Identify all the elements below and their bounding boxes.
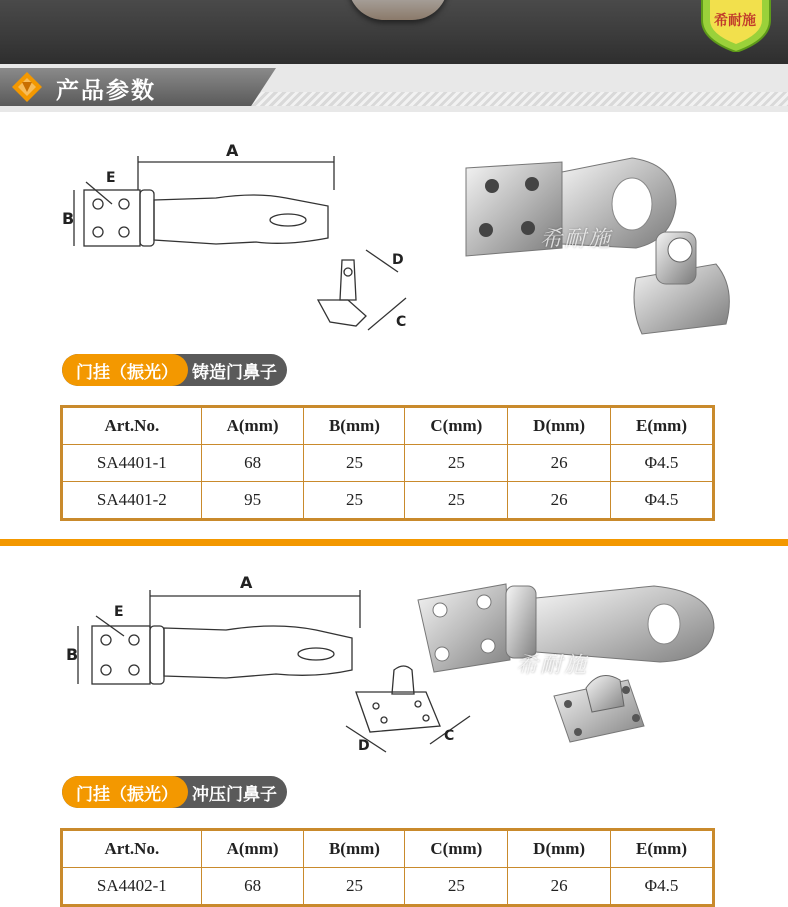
banner-product-image: [348, 0, 448, 20]
dim-label-c: C: [444, 728, 455, 744]
header-cell: B(mm): [304, 830, 405, 868]
dim-label-c: C: [396, 314, 407, 330]
cell-b: 25: [304, 868, 405, 906]
cell-e: Φ4.5: [611, 482, 714, 520]
cell-art-no: SA4401-2: [62, 482, 202, 520]
header-cell: D(mm): [508, 407, 611, 445]
header-cell: A(mm): [201, 407, 304, 445]
header-stripe: [240, 92, 788, 106]
header-cell: E(mm): [611, 830, 714, 868]
header-cell: C(mm): [405, 830, 508, 868]
cell-a: 68: [201, 445, 304, 482]
cell-b: 25: [304, 482, 405, 520]
product-label-cast: [62, 354, 287, 386]
section-divider: [0, 539, 788, 546]
header-cell: Art.No.: [62, 830, 202, 868]
cell-art-no: SA4402-1: [62, 868, 202, 906]
top-banner: [0, 0, 788, 64]
table-row: [62, 482, 714, 520]
header-cell: C(mm): [405, 407, 508, 445]
brand-logo-text: 希耐施: [714, 13, 756, 29]
dim-label-e: E: [106, 170, 116, 186]
cell-a: 68: [201, 868, 304, 906]
cell-a: 95: [201, 482, 304, 520]
product-label-name: 铸造门鼻子: [192, 362, 277, 383]
hasp-diagram-cast: [56, 140, 426, 340]
watermark-2: 希耐施: [516, 653, 589, 678]
cell-d: 26: [508, 868, 611, 906]
section-title: 产品参数: [56, 78, 156, 104]
cell-b: 25: [304, 445, 405, 482]
table-row: [62, 868, 714, 906]
dim-label-d: D: [358, 738, 370, 754]
product-label-name: 冲压门鼻子: [192, 784, 277, 805]
header-cell: D(mm): [508, 830, 611, 868]
product-label-stamped: [62, 776, 287, 808]
cell-c: 25: [405, 445, 508, 482]
diamond-logo-icon: [10, 70, 44, 104]
cell-d: 26: [508, 482, 611, 520]
cell-art-no: SA4401-1: [62, 445, 202, 482]
dim-label-b: B: [66, 645, 79, 664]
header-cell: B(mm): [304, 407, 405, 445]
cell-e: Φ4.5: [611, 445, 714, 482]
header-cell: E(mm): [611, 407, 714, 445]
dim-label-a: A: [240, 573, 253, 592]
cell-e: Φ4.5: [611, 868, 714, 906]
product-label-highlight: 门挂（振光）: [62, 354, 188, 386]
table-header-row: [62, 830, 714, 868]
cell-c: 25: [405, 482, 508, 520]
dim-label-b: B: [62, 209, 75, 228]
hasp-diagram-stamped: [56, 566, 476, 766]
spec-table-stamped: [60, 828, 715, 907]
header-cell: A(mm): [201, 830, 304, 868]
dim-label-e: E: [114, 604, 124, 620]
header-cell: Art.No.: [62, 407, 202, 445]
table-row: [62, 445, 714, 482]
watermark-1: 希耐施: [540, 227, 613, 252]
dim-label-a: A: [226, 141, 239, 160]
product-label-highlight: 门挂（振光）: [62, 776, 188, 808]
cell-c: 25: [405, 868, 508, 906]
section-header: [0, 64, 788, 112]
cell-d: 26: [508, 445, 611, 482]
table-header-row: [62, 407, 714, 445]
spec-table-cast: [60, 405, 715, 521]
dim-label-d: D: [392, 252, 404, 268]
